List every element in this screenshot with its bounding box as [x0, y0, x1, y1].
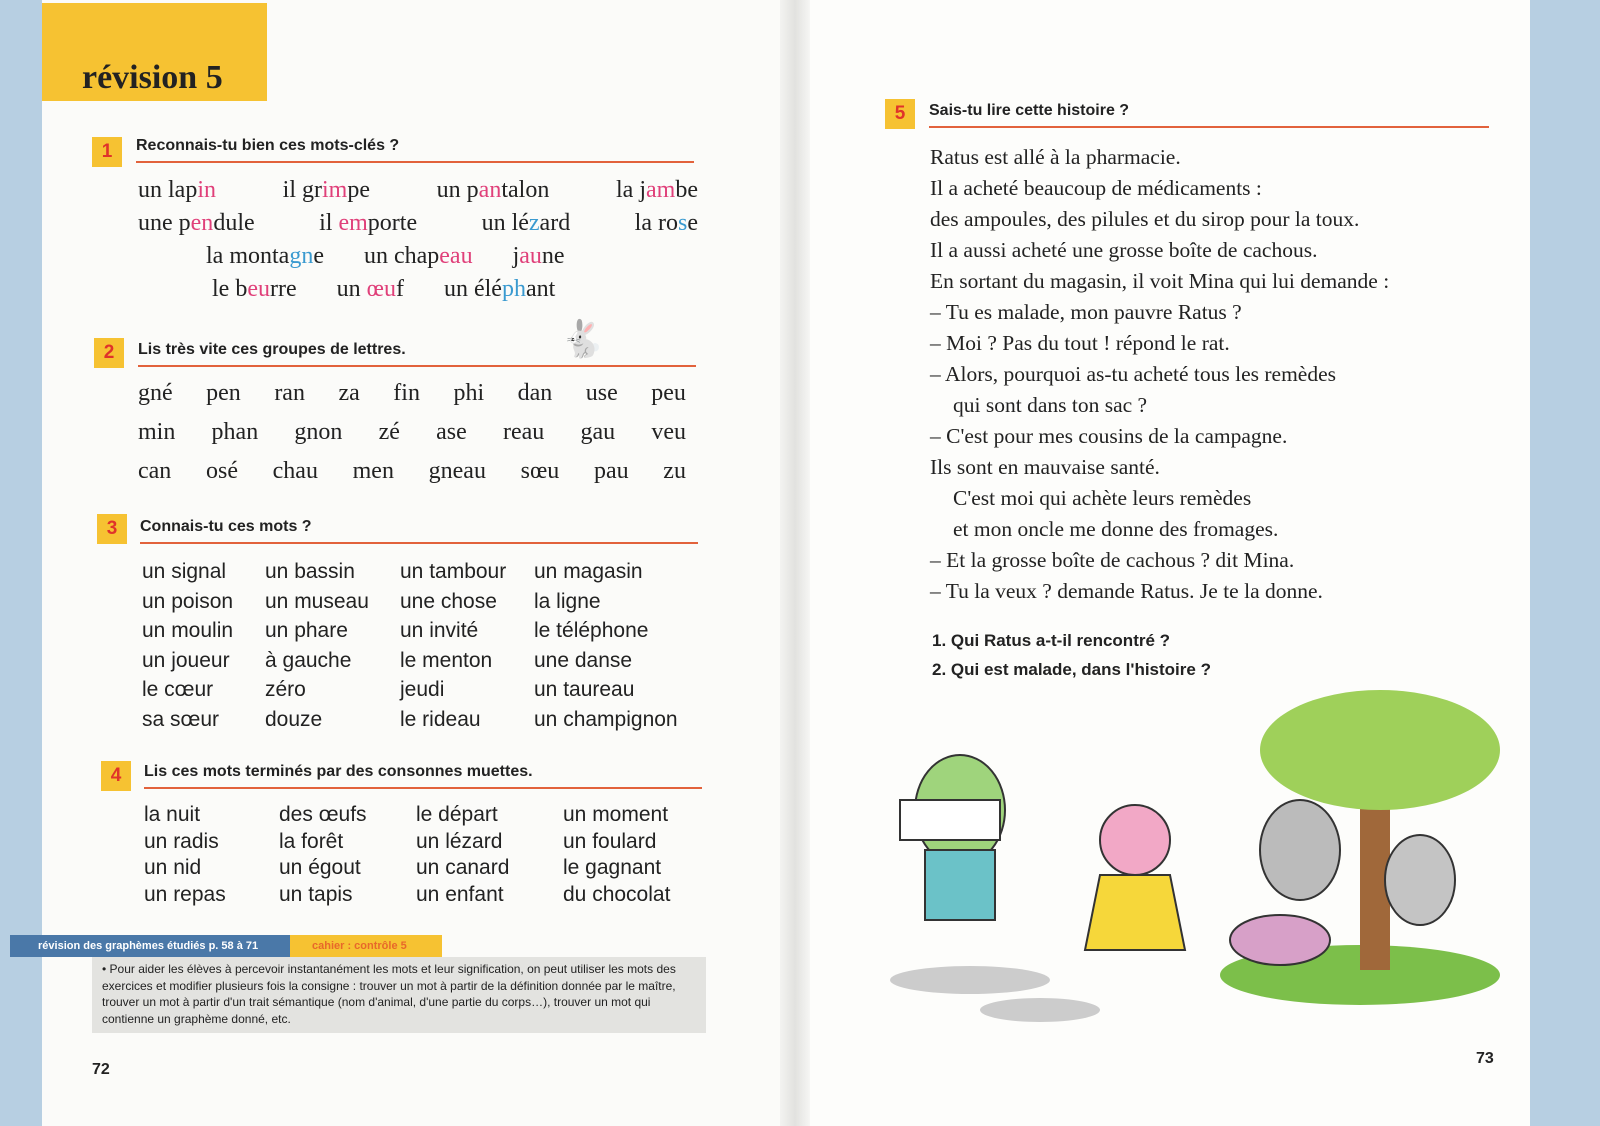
exercise-1-words — [138, 174, 698, 306]
question-1: 1. Qui Ratus a-t-il rencontré ? — [932, 631, 1171, 650]
grapheme-highlight: eu — [247, 276, 270, 302]
word-part: pe — [347, 177, 370, 203]
word-part: le b — [212, 276, 248, 302]
grapheme-highlight: em — [338, 210, 368, 236]
word: un tapis — [279, 882, 353, 906]
word: un taureau — [534, 678, 635, 701]
letter-group: zu — [663, 458, 686, 484]
word: à gauche — [265, 648, 352, 672]
story-line: qui sont dans ton sac ? — [953, 393, 1148, 417]
word-part: il gr — [282, 177, 322, 203]
exercise-2-instruction: Lis très vite ces groupes de lettres. — [138, 341, 696, 367]
mina-character — [1100, 805, 1170, 875]
story-line: Il a acheté beaucoup de médicaments : — [930, 176, 1262, 200]
keyword — [138, 174, 216, 207]
word: la ligne — [534, 589, 601, 613]
medicine-boxes — [900, 800, 1000, 840]
word-part: rre — [269, 276, 297, 302]
word-part: e — [687, 210, 698, 236]
exercise-number-2: 2 — [94, 338, 124, 368]
letter-group: use — [585, 380, 618, 406]
grapheme-highlight: au — [519, 243, 542, 269]
keyword — [437, 174, 550, 207]
story-text — [930, 142, 1389, 607]
story-line: – C'est pour mes cousins de la campagne. — [930, 424, 1288, 448]
word-part: un lap — [138, 177, 198, 203]
word: la nuit — [144, 803, 201, 826]
story-line: Ratus est allé à la pharmacie. — [930, 145, 1181, 169]
word-part: la ro — [634, 210, 678, 236]
word: un joueur — [142, 648, 230, 672]
letter-group: gau — [580, 419, 616, 445]
keyword — [364, 240, 473, 273]
rabbit-illustration: 🐇 — [560, 319, 605, 359]
letter-group: dan — [517, 380, 553, 406]
word: un poison — [142, 589, 234, 613]
story-line: C'est moi qui achète leurs remèdes — [953, 486, 1252, 510]
rat-cousins — [1260, 800, 1340, 900]
word: douze — [265, 707, 323, 731]
word: sa sœur — [142, 707, 220, 731]
letter-group: peu — [651, 380, 686, 406]
word-part: un — [336, 276, 367, 302]
word: un moulin — [142, 619, 234, 642]
letter-group: pen — [206, 380, 241, 406]
story-line: des ampoules, des pilules et du sirop pour la toux. — [930, 207, 1360, 231]
story-line: – Tu la veux ? demande Ratus. Je te la donne. — [930, 579, 1323, 603]
word-part: la monta — [206, 243, 290, 269]
word: un nid — [144, 856, 202, 879]
word: le rideau — [400, 707, 481, 731]
exercise-number-4: 4 — [101, 761, 131, 791]
word: un bassin — [265, 560, 355, 583]
story-line: – Alors, pourquoi as-tu acheté tous les remèdes — [930, 362, 1337, 386]
word: des œufs — [279, 803, 367, 826]
word: un enfant — [416, 882, 504, 906]
word: un foulard — [563, 829, 657, 853]
word-part: porte — [367, 210, 418, 236]
footer-bar — [10, 935, 710, 957]
word-row — [138, 273, 698, 306]
letter-group: veu — [651, 419, 686, 445]
story-line: – Et la grosse boîte de cachous ? dit Mina. — [930, 548, 1295, 572]
grapheme-highlight: in — [197, 177, 216, 203]
word-part: j — [512, 243, 520, 269]
word-part: un p — [436, 177, 479, 203]
letter-group: ran — [274, 380, 305, 406]
word-part: une p — [138, 210, 191, 236]
keyword — [206, 240, 324, 273]
letter-group-row — [138, 374, 686, 413]
letter-group: phi — [453, 380, 485, 406]
questions — [932, 626, 1211, 684]
exercise-1-instruction: Reconnais-tu bien ces mots-clés ? — [136, 137, 694, 163]
word-part: un chap — [363, 243, 440, 269]
word: un signal — [142, 560, 227, 583]
book-gutter — [780, 0, 810, 1126]
keyword — [482, 207, 571, 240]
grapheme-highlight: œu — [366, 276, 396, 302]
keyword — [444, 273, 555, 306]
exercise-number-3: 3 — [97, 514, 127, 544]
word: le menton — [400, 648, 493, 672]
letter-group-row — [138, 452, 686, 491]
story-line: Ils sont en mauvaise santé. — [930, 455, 1160, 479]
grapheme-highlight: en — [190, 210, 214, 236]
word-part: e — [313, 243, 324, 269]
word-part: be — [675, 177, 698, 203]
word-part: il — [319, 210, 339, 236]
left-margin-stripe — [0, 0, 42, 1126]
grapheme-highlight: eau — [439, 243, 473, 269]
word: un lézard — [416, 829, 503, 853]
story-line: – Tu es malade, mon pauvre Ratus ? — [930, 300, 1242, 324]
exercise-4-instruction: Lis ces mots terminés par des consonnes muettes. — [144, 763, 702, 789]
word: un museau — [265, 589, 369, 613]
word-part: un élé — [443, 276, 502, 302]
word: jeudi — [400, 678, 445, 701]
letter-group: phan — [211, 419, 259, 445]
footer-cahier: cahier : contrôle 5 — [290, 935, 442, 957]
exercise-4-words — [144, 802, 713, 908]
letter-group: za — [338, 380, 360, 406]
keyword — [513, 240, 565, 273]
word: un radis — [144, 829, 219, 853]
word-part: f — [395, 276, 404, 302]
grapheme-highlight: an — [478, 177, 502, 203]
letter-group: can — [138, 458, 172, 484]
word-part: un lé — [481, 210, 529, 236]
letter-group: reau — [502, 419, 545, 445]
grapheme-highlight: ph — [501, 276, 526, 302]
page-number-right: 73 — [1476, 1050, 1494, 1067]
keyword — [635, 207, 698, 240]
word: la forêt — [279, 829, 344, 853]
exercise-number-1: 1 — [92, 137, 122, 167]
word-part: la j — [616, 177, 646, 203]
ratus-mina-illustration — [880, 690, 1510, 1030]
grapheme-highlight: z — [528, 210, 540, 236]
keyword — [616, 174, 698, 207]
keyword — [138, 207, 255, 240]
tree-foliage — [1260, 690, 1500, 810]
letter-group: min — [138, 419, 176, 445]
word: le départ — [416, 803, 498, 826]
word: le téléphone — [534, 619, 649, 642]
exercise-3-words — [142, 557, 704, 734]
story-line: En sortant du magasin, il voit Mina qui lui demande : — [930, 269, 1390, 293]
teacher-note: • Pour aider les élèves à percevoir instantanément les mots et leur signification, on peut utiliser les mots des exercices et modifier plusieurs fois la consigne : trouver un mot à partir de la définition donnée par le maître, trouver un mot à partir d'un trait sémantique (nom d'animal, d'une partie du corps…), trouver un mot qui contienne un graphème donné, etc. — [92, 957, 706, 1033]
word: un canard — [416, 856, 510, 879]
word: un champignon — [534, 707, 678, 731]
word-row — [138, 174, 698, 207]
word: le cœur — [142, 678, 214, 701]
exercise-number-5: 5 — [885, 99, 915, 129]
keyword — [319, 207, 417, 240]
letter-group: gneau — [428, 458, 486, 484]
grapheme-highlight: s — [677, 210, 688, 236]
letter-group: gnon — [294, 419, 343, 445]
word-part: dule — [213, 210, 255, 236]
word: un magasin — [534, 560, 643, 583]
word-part: ant — [525, 276, 556, 302]
word-part: ard — [539, 210, 571, 236]
letter-group: zé — [378, 419, 400, 445]
word: un phare — [265, 619, 348, 642]
word: du chocolat — [563, 882, 671, 906]
word-part: talon — [501, 177, 550, 203]
word-row — [138, 240, 698, 273]
letter-group: ase — [436, 419, 467, 445]
letter-group: osé — [205, 458, 238, 484]
story-line: Il a aussi acheté une grosse boîte de cachous. — [930, 238, 1318, 262]
letter-group: chau — [272, 458, 318, 484]
word-row — [138, 207, 698, 240]
keyword — [212, 273, 297, 306]
keyword — [283, 174, 370, 207]
letter-group: pau — [593, 458, 629, 484]
letter-group: sœu — [520, 458, 560, 484]
grapheme-highlight: im — [322, 177, 348, 203]
letter-group: men — [352, 458, 394, 484]
letter-group-row — [138, 413, 686, 452]
exercise-3-instruction: Connais-tu ces mots ? — [140, 518, 698, 544]
word: le gagnant — [563, 856, 662, 879]
letter-group: gné — [138, 380, 173, 406]
keyword — [337, 273, 404, 306]
word: un tambour — [400, 560, 507, 583]
exercise-5-instruction: Sais-tu lire cette histoire ? — [929, 102, 1489, 128]
footer-tag: révision des graphèmes étudiés p. 58 à 71 — [10, 935, 290, 957]
word: un repas — [144, 882, 226, 906]
question-2: 2. Qui est malade, dans l'histoire ? — [932, 660, 1211, 679]
story-line: et mon oncle me donne des fromages. — [953, 517, 1279, 541]
word: un invité — [400, 619, 479, 642]
word: un égout — [279, 856, 361, 879]
grapheme-highlight: am — [646, 177, 676, 203]
word-part: ne — [541, 243, 565, 269]
letter-group: fin — [393, 380, 420, 406]
page-number-left: 72 — [92, 1061, 110, 1078]
story-line: – Moi ? Pas du tout ! répond le rat. — [930, 331, 1230, 355]
page-title: révision 5 — [42, 3, 267, 101]
word: zéro — [265, 678, 306, 701]
word: un moment — [563, 803, 669, 826]
exercise-2-letter-groups — [138, 374, 686, 491]
word: une chose — [400, 589, 497, 613]
word: une danse — [534, 648, 633, 672]
grapheme-highlight: gn — [289, 243, 314, 269]
right-margin-stripe — [1530, 0, 1600, 1126]
